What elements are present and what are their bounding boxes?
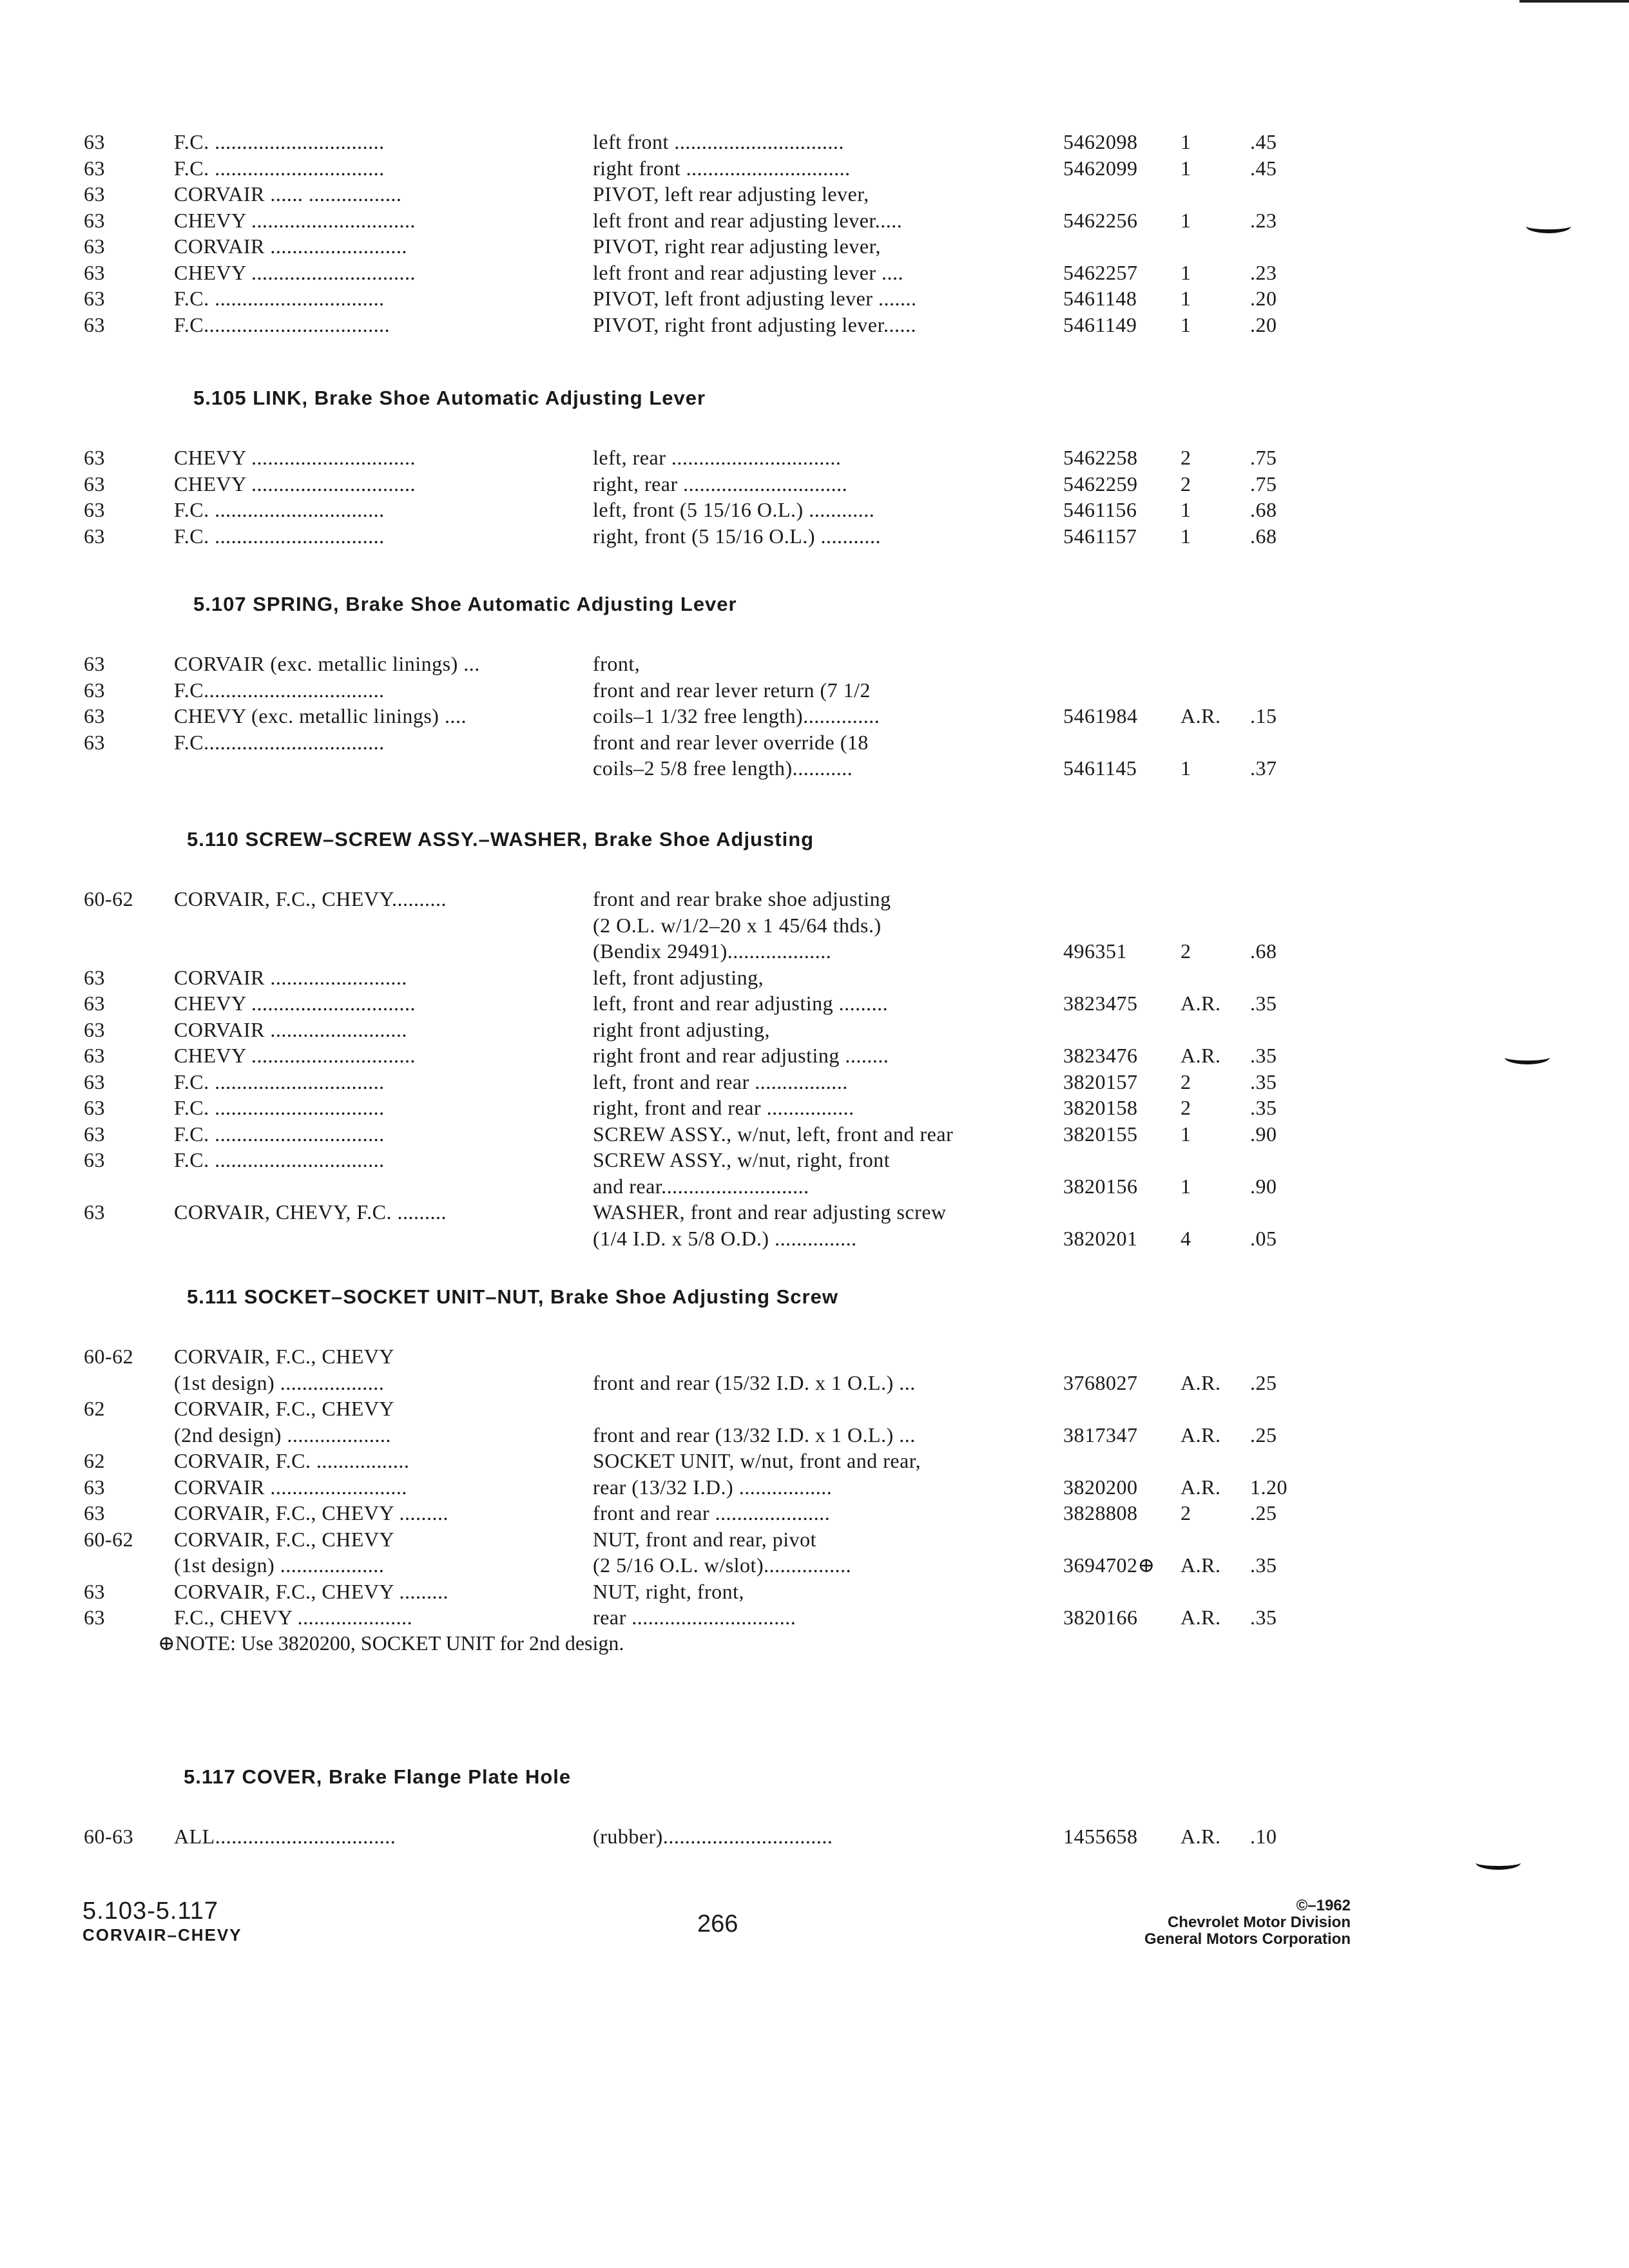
table-row bbox=[0, 1474, 1629, 1500]
quantity: 1 bbox=[1181, 498, 1191, 521]
model: (1st design) ................... bbox=[174, 1553, 385, 1577]
model: CORVAIR, CHEVY, F.C. ......... bbox=[174, 1200, 447, 1224]
year: 63 bbox=[84, 235, 105, 258]
year: 63 bbox=[84, 260, 105, 284]
year: 63 bbox=[84, 1122, 105, 1146]
year: 62 bbox=[84, 1449, 105, 1472]
quantity: A.R. bbox=[1181, 1044, 1221, 1067]
part-number: 3820158 bbox=[1063, 1096, 1138, 1119]
description: NUT, right, front, bbox=[593, 1579, 745, 1603]
description: PIVOT, left rear adjusting lever, bbox=[593, 182, 869, 206]
year: 63 bbox=[84, 1070, 105, 1093]
part-number: 5462098 bbox=[1063, 130, 1138, 153]
description: left, front (5 15/16 O.L.) ............ bbox=[593, 498, 875, 521]
price: .35 bbox=[1250, 1553, 1277, 1577]
part-number: 3820201 bbox=[1063, 1226, 1138, 1250]
price: .45 bbox=[1250, 156, 1277, 180]
part-number: 3694702⊕ bbox=[1063, 1553, 1155, 1577]
description: right, front and rear ................ bbox=[593, 1096, 854, 1119]
price: .37 bbox=[1250, 756, 1277, 780]
price: .35 bbox=[1250, 1606, 1277, 1629]
model: CORVAIR, F.C., CHEVY bbox=[174, 1397, 395, 1420]
table-row bbox=[0, 1095, 1629, 1120]
price: .23 bbox=[1250, 208, 1277, 232]
price: .35 bbox=[1250, 1044, 1277, 1067]
year: 63 bbox=[84, 678, 105, 702]
model: CORVAIR, F.C., CHEVY ......... bbox=[174, 1501, 448, 1524]
model: F.C. ............................... bbox=[174, 498, 385, 521]
table-row bbox=[0, 938, 1629, 964]
section-title: SOCKET–SOCKET UNIT–NUT, Brake Shoe Adjusting Screw bbox=[244, 1285, 838, 1308]
quantity: A.R. bbox=[1181, 1423, 1221, 1446]
model: ALL................................. bbox=[174, 1825, 396, 1848]
description: front and rear lever override (18 bbox=[593, 730, 869, 754]
model: (1st design) ................... bbox=[174, 1370, 385, 1394]
description: right front .............................. bbox=[593, 156, 851, 180]
description: and rear........................... bbox=[593, 1174, 809, 1198]
description: SOCKET UNIT, w/nut, front and rear, bbox=[593, 1449, 921, 1472]
table-row bbox=[0, 755, 1629, 781]
quantity: 1 bbox=[1181, 156, 1191, 180]
model: CHEVY .............................. bbox=[174, 472, 416, 495]
quantity: 1 bbox=[1181, 756, 1191, 780]
year: 62 bbox=[84, 1397, 105, 1420]
year: 63 bbox=[84, 1200, 105, 1224]
table-row bbox=[0, 1199, 1629, 1225]
price: .10 bbox=[1250, 1825, 1277, 1848]
table-row bbox=[0, 181, 1629, 207]
footer-right bbox=[1144, 1898, 1351, 1948]
part-number: 5461149 bbox=[1063, 312, 1137, 336]
table-row bbox=[0, 207, 1629, 233]
description: left, rear ............................... bbox=[593, 446, 842, 469]
table-row bbox=[0, 523, 1629, 549]
part-number: 1455658 bbox=[1063, 1825, 1138, 1848]
quantity: 1 bbox=[1181, 524, 1191, 548]
part-number: 5462259 bbox=[1063, 472, 1138, 495]
margin-mark bbox=[1476, 1856, 1521, 1870]
part-number: 3823475 bbox=[1063, 992, 1138, 1015]
quantity: 1 bbox=[1181, 287, 1191, 310]
table-row bbox=[0, 1043, 1629, 1068]
part-number: 5461157 bbox=[1063, 524, 1137, 548]
table-row bbox=[0, 912, 1629, 938]
model: CORVAIR, F.C., CHEVY ......... bbox=[174, 1579, 448, 1603]
description: (1/4 I.D. x 5/8 O.D.) ............... bbox=[593, 1226, 857, 1250]
year: 60-62 bbox=[84, 1345, 134, 1368]
part-number: 5462258 bbox=[1063, 446, 1138, 469]
price: .68 bbox=[1250, 939, 1277, 963]
section-number: 5.117 bbox=[184, 1765, 236, 1788]
model: F.C. ............................... bbox=[174, 1148, 385, 1171]
price: .75 bbox=[1250, 446, 1277, 469]
footer-left bbox=[82, 1898, 242, 1945]
table-row bbox=[0, 1017, 1629, 1043]
quantity: A.R. bbox=[1181, 992, 1221, 1015]
year: 63 bbox=[84, 1096, 105, 1119]
model: CHEVY .............................. bbox=[174, 992, 416, 1015]
description: NUT, front and rear, pivot bbox=[593, 1527, 817, 1551]
description: right, rear .............................. bbox=[593, 472, 848, 495]
table-row bbox=[0, 677, 1629, 703]
table-row bbox=[0, 445, 1629, 470]
description: WASHER, front and rear adjusting screw bbox=[593, 1200, 947, 1224]
section-number: 5.105 bbox=[193, 387, 247, 409]
table-row bbox=[0, 729, 1629, 755]
year: 63 bbox=[84, 1148, 105, 1171]
model: F.C. ............................... bbox=[174, 1070, 385, 1093]
table-row bbox=[0, 1370, 1629, 1396]
part-number: 3820166 bbox=[1063, 1606, 1138, 1629]
section-range: 5.103-5.117 bbox=[82, 1898, 219, 1925]
section-heading bbox=[184, 1765, 571, 1789]
model: F.C................................. bbox=[174, 730, 385, 754]
quantity: 2 bbox=[1181, 1501, 1191, 1524]
year: 63 bbox=[84, 1606, 105, 1629]
model: F.C., CHEVY ..................... bbox=[174, 1606, 413, 1629]
quantity: 4 bbox=[1181, 1226, 1191, 1250]
price: .23 bbox=[1250, 260, 1277, 284]
part-number: 3820200 bbox=[1063, 1475, 1138, 1499]
description: front and rear lever return (7 1/2 bbox=[593, 678, 871, 702]
price: .20 bbox=[1250, 312, 1277, 336]
model: F.C. ............................... bbox=[174, 130, 385, 153]
section-title: SPRING, Brake Shoe Automatic Adjusting Lever bbox=[253, 593, 737, 615]
year: 63 bbox=[84, 704, 105, 727]
quantity: 2 bbox=[1181, 1096, 1191, 1119]
part-number: 3820157 bbox=[1063, 1070, 1138, 1093]
top-edge-rule bbox=[1519, 0, 1629, 3]
table-row bbox=[0, 155, 1629, 181]
year: 63 bbox=[84, 287, 105, 310]
part-number: 5461156 bbox=[1063, 498, 1137, 521]
year: 63 bbox=[84, 992, 105, 1015]
model: F.C................................. bbox=[174, 678, 385, 702]
table-row bbox=[0, 1343, 1629, 1369]
table-row bbox=[0, 1396, 1629, 1421]
year: 63 bbox=[84, 1579, 105, 1603]
table-row bbox=[0, 965, 1629, 990]
quantity: 1 bbox=[1181, 1174, 1191, 1198]
model: CHEVY .............................. bbox=[174, 208, 416, 232]
model: CHEVY .............................. bbox=[174, 446, 416, 469]
model: (2nd design) ................... bbox=[174, 1423, 391, 1446]
quantity: A.R. bbox=[1181, 1606, 1221, 1629]
table-row bbox=[0, 1121, 1629, 1147]
description: (2 O.L. w/1/2–20 x 1 45/64 thds.) bbox=[593, 913, 882, 937]
price: .35 bbox=[1250, 1096, 1277, 1119]
description: front, bbox=[593, 652, 641, 675]
price: .05 bbox=[1250, 1226, 1277, 1250]
year: 60-62 bbox=[84, 1527, 134, 1551]
table-row bbox=[0, 990, 1629, 1016]
price: .35 bbox=[1250, 992, 1277, 1015]
price: .68 bbox=[1250, 498, 1277, 521]
description: front and rear brake shoe adjusting bbox=[593, 887, 891, 910]
description: left front and rear adjusting lever..... bbox=[593, 208, 903, 232]
model: CORVAIR, F.C. ................. bbox=[174, 1449, 410, 1472]
quantity: A.R. bbox=[1181, 1553, 1221, 1577]
part-number: 3817347 bbox=[1063, 1423, 1138, 1446]
year: 63 bbox=[84, 1044, 105, 1067]
quantity: A.R. bbox=[1181, 1475, 1221, 1499]
description: (2 5/16 O.L. w/slot)................ bbox=[593, 1553, 852, 1577]
price: .90 bbox=[1250, 1174, 1277, 1198]
price: .20 bbox=[1250, 287, 1277, 310]
model: CORVAIR ...... ................. bbox=[174, 182, 402, 206]
year: 60-62 bbox=[84, 887, 134, 910]
section-number: 5.110 bbox=[187, 828, 239, 850]
model: CORVAIR, F.C., CHEVY bbox=[174, 1345, 395, 1368]
table-row bbox=[0, 703, 1629, 729]
table-row bbox=[0, 1147, 1629, 1173]
description: SCREW ASSY., w/nut, left, front and rear bbox=[593, 1122, 954, 1146]
price: .25 bbox=[1250, 1423, 1277, 1446]
part-number: 3820155 bbox=[1063, 1122, 1138, 1146]
part-number: 3828808 bbox=[1063, 1501, 1138, 1524]
part-number: 5462099 bbox=[1063, 156, 1138, 180]
table-row bbox=[0, 1552, 1629, 1578]
table-row bbox=[0, 1422, 1629, 1448]
description: right, front (5 15/16 O.L.) ........... bbox=[593, 524, 881, 548]
part-number: 5462256 bbox=[1063, 208, 1138, 232]
price: .45 bbox=[1250, 130, 1277, 153]
year: 63 bbox=[84, 312, 105, 336]
price: .25 bbox=[1250, 1370, 1277, 1394]
description: front and rear (13/32 I.D. x 1 O.L.) ... bbox=[593, 1423, 916, 1446]
model: F.C. ............................... bbox=[174, 156, 385, 180]
table-row bbox=[0, 312, 1629, 338]
table-row bbox=[0, 1823, 1629, 1849]
description: (rubber)............................... bbox=[593, 1825, 833, 1848]
year: 60-63 bbox=[84, 1825, 134, 1848]
model: F.C. ............................... bbox=[174, 287, 385, 310]
description: PIVOT, left front adjusting lever ....... bbox=[593, 287, 917, 310]
year: 63 bbox=[84, 1017, 105, 1041]
description: left, front and rear ................. bbox=[593, 1070, 848, 1093]
year: 63 bbox=[84, 130, 105, 153]
price: .15 bbox=[1250, 704, 1277, 727]
description: left front and rear adjusting lever .... bbox=[593, 260, 904, 284]
table-row bbox=[0, 285, 1629, 311]
table-row bbox=[0, 1526, 1629, 1552]
section-heading bbox=[187, 828, 814, 851]
price: .68 bbox=[1250, 524, 1277, 548]
table-row bbox=[0, 1579, 1629, 1604]
table-row bbox=[0, 1500, 1629, 1526]
year: 63 bbox=[84, 208, 105, 232]
part-number: 5461145 bbox=[1063, 756, 1137, 780]
section-title: SCREW–SCREW ASSY.–WASHER, Brake Shoe Adjusting bbox=[245, 828, 815, 850]
year: 63 bbox=[84, 182, 105, 206]
price: 1.20 bbox=[1250, 1475, 1287, 1499]
section-heading bbox=[193, 593, 737, 616]
section-number: 5.111 bbox=[187, 1285, 238, 1308]
table-row bbox=[0, 1604, 1629, 1630]
part-number: 5461984 bbox=[1063, 704, 1138, 727]
description: left front ............................... bbox=[593, 130, 844, 153]
year: 63 bbox=[84, 1475, 105, 1499]
table-row bbox=[0, 1448, 1629, 1474]
part-number: 5461148 bbox=[1063, 287, 1137, 310]
price: .25 bbox=[1250, 1501, 1277, 1524]
description: PIVOT, right rear adjusting lever, bbox=[593, 235, 881, 258]
model: F.C.................................. bbox=[174, 312, 390, 336]
year: 63 bbox=[84, 156, 105, 180]
quantity: 1 bbox=[1181, 130, 1191, 153]
description: PIVOT, right front adjusting lever...... bbox=[593, 312, 916, 336]
quantity: 2 bbox=[1181, 939, 1191, 963]
price: .35 bbox=[1250, 1070, 1277, 1093]
quantity: 1 bbox=[1181, 260, 1191, 284]
description: (Bendix 29491)................... bbox=[593, 939, 832, 963]
model: CORVAIR ......................... bbox=[174, 1475, 407, 1499]
year: 63 bbox=[84, 652, 105, 675]
part-number: 496351 bbox=[1063, 939, 1127, 963]
section-title: COVER, Brake Flange Plate Hole bbox=[242, 1765, 572, 1788]
year: 63 bbox=[84, 1501, 105, 1524]
model: CORVAIR, F.C., CHEVY.......... bbox=[174, 887, 447, 910]
model: CORVAIR (exc. metallic linings) ... bbox=[174, 652, 480, 675]
description: front and rear (15/32 I.D. x 1 O.L.) ... bbox=[593, 1370, 916, 1394]
quantity: 1 bbox=[1181, 312, 1191, 336]
section-title: LINK, Brake Shoe Automatic Adjusting Lever bbox=[253, 387, 706, 409]
model: CHEVY .............................. bbox=[174, 260, 416, 284]
section-number: 5.107 bbox=[193, 593, 247, 615]
quantity: A.R. bbox=[1181, 1825, 1221, 1848]
description: left, front adjusting, bbox=[593, 965, 764, 989]
design-note: ⊕NOTE: Use 3820200, SOCKET UNIT for 2nd design. bbox=[158, 1631, 624, 1655]
model: CHEVY .............................. bbox=[174, 1044, 416, 1067]
model: CORVAIR ......................... bbox=[174, 1017, 407, 1041]
table-row bbox=[0, 129, 1629, 155]
copyright: ©–1962 bbox=[1296, 1897, 1351, 1914]
table-row bbox=[0, 497, 1629, 523]
table-row bbox=[0, 260, 1629, 285]
quantity: 1 bbox=[1181, 1122, 1191, 1146]
price: .90 bbox=[1250, 1122, 1277, 1146]
table-row bbox=[0, 1069, 1629, 1095]
price: .75 bbox=[1250, 472, 1277, 495]
table-row bbox=[0, 233, 1629, 259]
table-row bbox=[0, 886, 1629, 912]
model: CORVAIR ......................... bbox=[174, 965, 407, 989]
corporation: General Motors Corporation bbox=[1144, 1930, 1351, 1948]
description: right front adjusting, bbox=[593, 1017, 770, 1041]
quantity: A.R. bbox=[1181, 704, 1221, 727]
page-number: 266 bbox=[697, 1910, 738, 1937]
model: CORVAIR, F.C., CHEVY bbox=[174, 1527, 395, 1551]
quantity: 1 bbox=[1181, 208, 1191, 232]
description: right front and rear adjusting ........ bbox=[593, 1044, 889, 1067]
description: SCREW ASSY., w/nut, right, front bbox=[593, 1148, 891, 1171]
description: coils–2 5/8 free length)........... bbox=[593, 756, 853, 780]
description: front and rear ..................... bbox=[593, 1501, 831, 1524]
description: left, front and rear adjusting ......... bbox=[593, 992, 889, 1015]
section-heading bbox=[187, 1285, 838, 1309]
quantity: 2 bbox=[1181, 1070, 1191, 1093]
model: F.C. ............................... bbox=[174, 524, 385, 548]
model: F.C. ............................... bbox=[174, 1096, 385, 1119]
quantity: A.R. bbox=[1181, 1370, 1221, 1394]
year: 63 bbox=[84, 965, 105, 989]
model: F.C. ............................... bbox=[174, 1122, 385, 1146]
table-row bbox=[0, 1173, 1629, 1199]
table-row bbox=[0, 1225, 1629, 1251]
part-number: 3768027 bbox=[1063, 1370, 1138, 1394]
part-number: 3820156 bbox=[1063, 1174, 1138, 1198]
table-row bbox=[0, 651, 1629, 677]
table-row bbox=[0, 471, 1629, 497]
part-number: 3823476 bbox=[1063, 1044, 1138, 1067]
section-heading bbox=[193, 387, 706, 410]
year: 63 bbox=[84, 446, 105, 469]
division: Chevrolet Motor Division bbox=[1167, 1914, 1351, 1931]
description: coils–1 1/32 free length).............. bbox=[593, 704, 880, 727]
quantity: 2 bbox=[1181, 472, 1191, 495]
part-number: 5462257 bbox=[1063, 260, 1138, 284]
model: CORVAIR ......................... bbox=[174, 235, 407, 258]
year: 63 bbox=[84, 498, 105, 521]
year: 63 bbox=[84, 472, 105, 495]
catalog-subtitle: CORVAIR–CHEVY bbox=[82, 1925, 242, 1945]
quantity: 2 bbox=[1181, 446, 1191, 469]
year: 63 bbox=[84, 524, 105, 548]
model: CHEVY (exc. metallic linings) .... bbox=[174, 704, 467, 727]
description: rear .............................. bbox=[593, 1606, 796, 1629]
description: rear (13/32 I.D.) ................. bbox=[593, 1475, 833, 1499]
year: 63 bbox=[84, 730, 105, 754]
